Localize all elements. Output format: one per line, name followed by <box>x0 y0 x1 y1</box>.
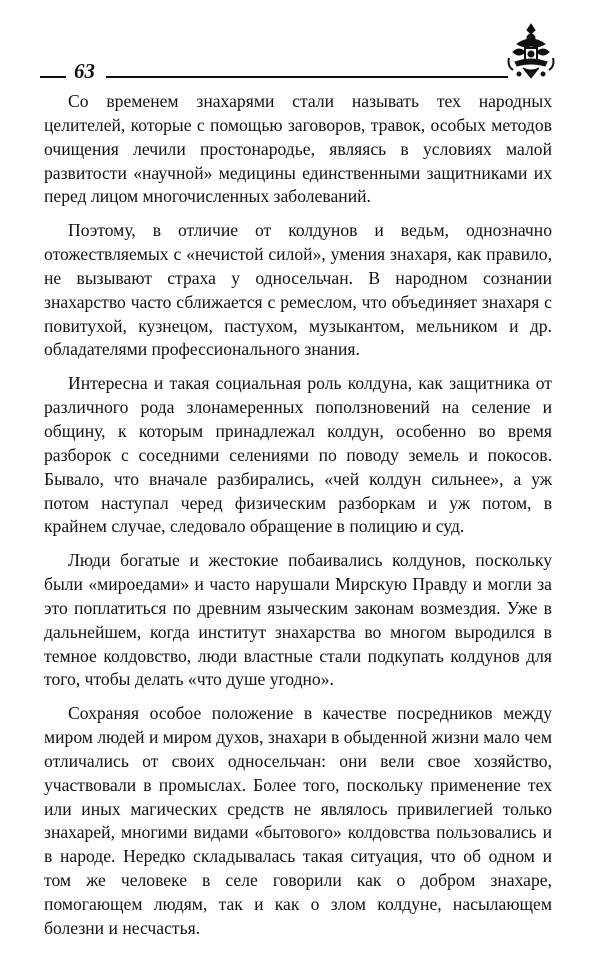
paragraph: Сохраняя особое положение в качестве посредников между миром людей и миром духов, знахари в обыденной жизни мало чем отличались от своих односельчан: они вели свое хозяйство, участвовали в промыслах. Более того, поскольку применение тех или иных магических средств не являлось привилегией только знахарей, многими видами «бытового» колдовства пользовались и в народе. Нередко складывалась такая ситуация, что об одном и том же человеке в селе говорили как о добром знахаре, помогающем людям, так и как о злом колдуне, насылающем болезни и несчастья. <box>44 703 553 938</box>
page-text <box>44 90 552 951</box>
folk-ornament-icon <box>505 22 557 82</box>
header-rule-left <box>40 76 66 78</box>
paragraph: Со временем знахарями стали называть тех народных целителей, которые с помощью заговоров, травок, особых методов очищения лечили простонародье, являясь в условиях малой развитости «научной» медицины единственными защитниками их перед лицом многочисленных заболеваний. <box>44 91 552 207</box>
paragraph: Интересна и такая социальная роль колдуна, как защитника от различного рода злонамеренных поползновений на селение и общину, к которым принадлежал колдун, особенно во время разборок с соседними селениями по поводу земель и покосов. Бывало, что вначале разбирались, «чей колдун сильнее», а уж потом наступал черед физическим разборкам и уж потом, в крайнем случае, следовало обращение в полицию и суд. <box>44 373 552 537</box>
paragraph: Поэтому, в отличие от колдунов и ведьм, однозначно отожествляемых с «нечистой силой», умения знахаря, как правило, не вызывают страха у односельчан. В народном сознании знахарство часто сближается с ремеслом, что объединяет знахаря с повитухой, кузнецом, пастухом, музыкантом, мельником и др. обладателями профессионального знания. <box>44 220 552 360</box>
paragraph: Люди богатые и жестокие побаивались колдунов, поскольку были «мироедами» и часто нарушали Мирскую Правду и могли за это поплатиться по древним языческим законам возмездия. Уже в дальнейшем, когда институт знахарства во многом выродился в темное колдовство, люди властные стали подкупать колдунов для того, чтобы делать «что душе угодно». <box>44 550 552 690</box>
page-number: 63 <box>74 59 95 83</box>
header-rule-right <box>106 76 508 78</box>
page-header <box>0 0 600 95</box>
